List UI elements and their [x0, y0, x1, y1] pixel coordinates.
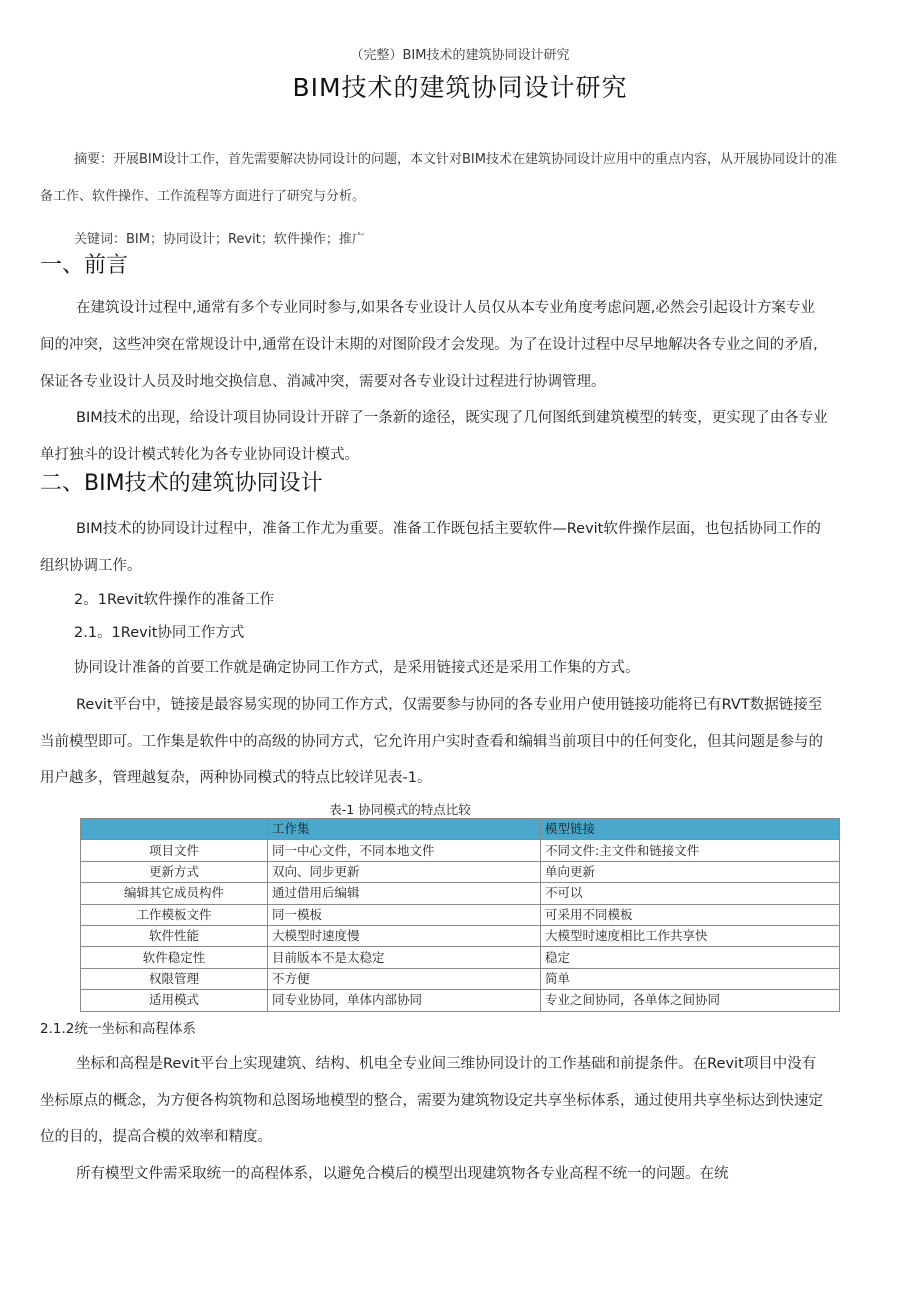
table-cell: 不可以 [541, 883, 840, 904]
table-header-cell: 工作集 [268, 819, 541, 840]
paragraph-line: 所有模型文件需采取统一的高程体系，以避免合模后的模型出现建筑物各专业高程不统一的问题。在统 [76, 1166, 729, 1182]
table-row [81, 968, 840, 989]
paragraph-line: 在建筑设计过程中,通常有多个专业同时参与,如果各专业设计人员仅从本专业角度考虑问题,必然会引起设计方案专业 [76, 300, 815, 316]
table-cell: 目前版本不是太稳定 [268, 947, 541, 968]
table-cell: 不方便 [268, 968, 541, 989]
table-row [81, 925, 840, 946]
table-cell: 工作模板文件 [81, 904, 268, 925]
table-cell: 权限管理 [81, 968, 268, 989]
table-row [81, 947, 840, 968]
table-cell: 软件稳定性 [81, 947, 268, 968]
paragraph-line: Revit平台中，链接是最容易实现的协同工作方式，仅需要参与协同的各专业用户使用链接功能将已有RVT数据链接至 [76, 697, 823, 713]
paragraph-line: 坐标原点的概念，为方便各构筑物和总图场地模型的整合，需要为建筑物设定共享坐标体系，通过使用共享坐标达到快速定 [40, 1093, 823, 1109]
table-cell: 更新方式 [81, 861, 268, 882]
table-cell: 通过借用后编辑 [268, 883, 541, 904]
table-caption: 表-1 协同模式的特点比较 [329, 802, 471, 817]
abstract-line-2: 备工作、软件操作、工作流程等方面进行了研究与分析。 [40, 189, 366, 204]
paragraph-line: 用户越多，管理越复杂，两种协同模式的特点比较详见表-1。 [40, 770, 432, 786]
table-row [81, 990, 840, 1011]
paragraph-line: 单打独斗的设计模式转化为各专业协同设计模式。 [40, 447, 359, 463]
keywords: 关键词：BIM；协同设计；Revit；软件操作；推广 [74, 232, 365, 247]
table-cell: 简单 [541, 968, 840, 989]
table-cell: 稳定 [541, 947, 840, 968]
table-cell: 专业之间协同，各单体之间协同 [541, 990, 840, 1011]
section-heading-bim: 二、BIM技术的建筑协同设计 [40, 471, 323, 496]
table-cell: 单向更新 [541, 861, 840, 882]
table-cell: 同专业协同，单体内部协同 [268, 990, 541, 1011]
paragraph-line: 协同设计准备的首要工作就是确定协同工作方式，是采用链接式还是采用工作集的方式。 [74, 660, 640, 676]
table-row [81, 904, 840, 925]
table-row [81, 883, 840, 904]
table-header-cell [81, 819, 268, 840]
table-header-cell: 模型链接 [541, 819, 840, 840]
table-row [81, 840, 840, 861]
paragraph-line: 组织协调工作。 [40, 558, 142, 574]
table-cell: 大模型时速度慢 [268, 925, 541, 946]
table-row [81, 861, 840, 882]
subsection-heading: 2.1.2统一坐标和高程体系 [40, 1021, 196, 1037]
table-cell: 不同文件:主文件和链接文件 [541, 840, 840, 861]
table-cell: 同一模板 [268, 904, 541, 925]
table-cell: 适用模式 [81, 990, 268, 1011]
paragraph-line: BIM技术的出现，给设计项目协同设计开辟了一条新的途径，既实现了几何图纸到建筑模型的转变，更实现了由各专业 [76, 410, 828, 426]
abstract-line-1: 摘要：开展BIM设计工作，首先需要解决协同设计的问题，本文针对BIM技术在建筑协同设计应用中的重点内容，从开展协同设计的准 [74, 152, 837, 167]
paragraph-line: 当前模型即可。工作集是软件中的高级的协同方式，它允许用户实时查看和编辑当前项目中的任何变化，但其问题是参与的 [40, 734, 823, 750]
comparison-table [80, 818, 840, 1012]
paragraph-line: 位的目的，提高合模的效率和精度。 [40, 1129, 272, 1145]
paragraph-line: 坐标和高程是Revit平台上实现建筑、结构、机电全专业间三维协同设计的工作基础和前提条件。在Revit项目中没有 [76, 1056, 817, 1072]
table-cell: 可采用不同模板 [541, 904, 840, 925]
table-header-row [81, 819, 840, 840]
document-title: BIM技术的建筑协同设计研究 [292, 73, 628, 102]
running-header: （完整）BIM技术的建筑协同设计研究 [350, 48, 570, 63]
paragraph-line: 间的冲突，这些冲突在常规设计中,通常在设计末期的对图阶段才会发现。为了在设计过程中尽早地解决各专业之间的矛盾, [40, 337, 818, 353]
table-cell: 软件性能 [81, 925, 268, 946]
subsection-heading: 2。1Revit软件操作的准备工作 [74, 592, 275, 608]
subsection-heading: 2.1。1Revit协同工作方式 [74, 625, 245, 641]
paragraph-line: 保证各专业设计人员及时地交换信息、消减冲突，需要对各专业设计过程进行协调管理。 [40, 374, 606, 390]
table-cell: 编辑其它成员构件 [81, 883, 268, 904]
table-cell: 大模型时速度相比工作共享快 [541, 925, 840, 946]
section-heading-preface: 一、前言 [40, 253, 129, 278]
paragraph-line: BIM技术的协同设计过程中，准备工作尤为重要。准备工作既包括主要软件—Revit软件操作层面，也包括协同工作的 [76, 521, 821, 537]
table-cell: 双向、同步更新 [268, 861, 541, 882]
table-cell: 项目文件 [81, 840, 268, 861]
table-cell: 同一中心文件，不同本地文件 [268, 840, 541, 861]
